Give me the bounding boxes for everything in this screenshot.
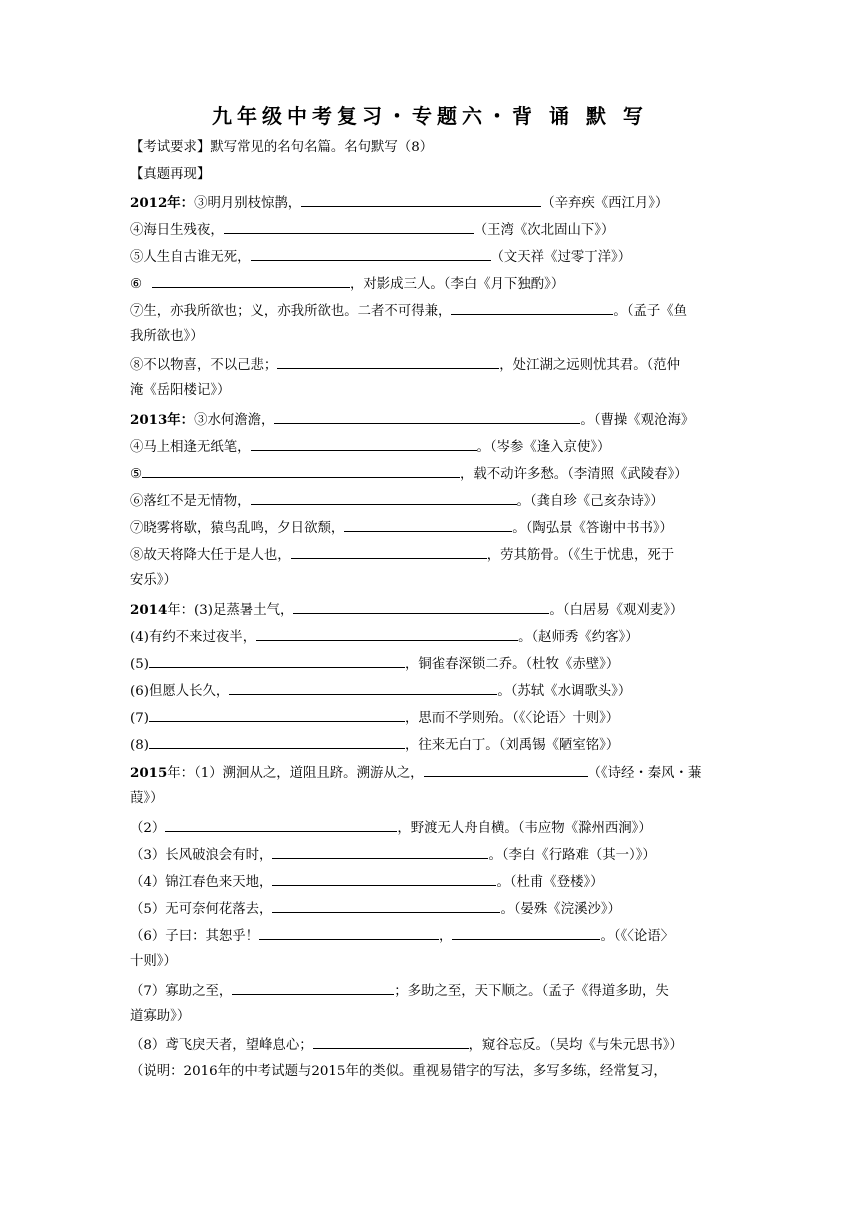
text: ，往来无白丁。（刘禹锡《陋室铭》） [404,738,620,753]
text: ⑦生，亦我所欲也；义，亦我所欲也。二者不可得兼， [130,304,452,319]
text: ，劳其筋骨。（《生于忧患，死于 [486,548,675,563]
text: ④马上相逢无纸笔， [130,440,251,455]
text: ；多助之至，天下顺之。（孟子《得道多助，失 [394,984,669,999]
year-label: 2013年： [130,412,195,428]
answer-blank[interactable] [165,818,397,832]
answer-blank[interactable] [344,518,512,532]
text: （4）锦江春色来天地， [130,875,273,890]
text: 。（李白《行路难（其一）》） [488,848,656,863]
question-line [130,818,730,838]
text: 。（岑参《逢入京使》） [476,440,611,455]
text: ，处江湖之远则忧其君。（范仲 [499,358,681,373]
answer-blank[interactable] [291,545,487,559]
note-line [130,1063,730,1081]
text: ，载不动许多愁。（李清照《武陵春》） [460,467,688,482]
answer-blank[interactable] [256,627,518,641]
question-line [130,926,730,946]
year-label: 2012年： [130,195,195,211]
answer-blank[interactable] [259,926,439,940]
question-line [130,627,730,647]
question-line [130,437,730,457]
question-line [130,355,730,375]
text: （说明：2016年的中考试题与2015年的类似。重视易错字的写法，多写多练，经常复习， [130,1064,667,1079]
text: ⑤人生自古谁无死， [130,250,251,265]
text: （王湾《次北固山下》） [473,223,615,238]
text: 我所欲也》） [130,329,204,344]
question-line [130,545,730,565]
text: ，野渡无人舟自横。（韦应物《滁州西涧》） [397,821,652,836]
question-line [130,572,730,590]
text: 葭》） [130,791,164,806]
text: （8）鸢飞戾天者，望峰息心； [130,1038,313,1053]
text: ③明月别枝惊鹊， [194,196,302,211]
text: ， [439,929,453,944]
question-line [130,953,730,971]
text: 。（白居易《观刈麦》） [549,603,684,618]
answer-blank[interactable] [149,654,405,668]
exam-requirement [130,139,730,157]
text: ⑦晓雾将歇，猿鸟乱鸣，夕日欲颓， [130,521,345,536]
question-line [130,518,730,538]
question-line [130,301,730,321]
question-line [130,735,730,755]
answer-blank[interactable] [293,600,549,614]
text: 。（赵师秀《约客》） [518,630,639,645]
answer-blank[interactable] [224,220,474,234]
text: ⑥落红不是无情物， [130,494,251,509]
text: (6)但愿人长久， [130,684,230,699]
answer-blank[interactable] [251,491,517,505]
text: 。（陶弘景《答谢中书书》） [512,521,673,536]
question-line [130,220,730,240]
answer-blank[interactable] [149,708,405,722]
text: ，对影成三人。（李白《月下独酌》） [350,277,565,292]
question-line [130,899,730,919]
answer-blank[interactable] [152,274,350,288]
text: 。（《〈论语〉 [600,929,675,944]
question-line [130,464,730,484]
section-heading [130,166,730,184]
text: 【真题再现】 [130,167,211,182]
text: （文天祥《过零丁洋》） [490,250,632,265]
text: （2） [130,821,166,836]
text: 。（杜甫《登楼》） [496,875,604,890]
question-line [130,193,730,213]
answer-blank[interactable] [272,845,488,859]
question-line [130,681,730,701]
text: ③水何澹澹， [194,413,275,428]
text: （5）无可奈何花落去， [130,902,273,917]
text: (4)有约不来过夜半， [130,630,257,645]
question-line [130,845,730,865]
text: ⑧不以物喜，不以己悲； [130,358,278,373]
question-line [130,491,730,511]
text: （6）子曰：其恕乎！ [130,929,260,944]
question-line [130,708,730,728]
text: 年：（1）溯洄从之，道阻且跻。溯游从之， [167,766,424,781]
answer-blank[interactable] [142,464,460,478]
answer-blank[interactable] [149,735,405,749]
text: ⑥ [130,277,143,292]
answer-blank[interactable] [424,763,588,777]
question-line [130,872,730,892]
text: 十则》） [130,954,177,969]
answer-blank[interactable] [277,355,499,369]
text: （3）长风破浪会有时， [130,848,273,863]
text: ，窥谷忘反。（吴均《与朱元思书》） [468,1038,683,1053]
year-label: 2015 [130,765,168,781]
text: 。（苏轼《水调歌头》） [497,684,632,699]
question-line [130,981,730,1001]
answer-blank[interactable] [313,1035,469,1049]
text: ，思而不学则殆。（《〈论语〉十则》） [404,711,620,726]
question-line [130,410,730,430]
text: 道寡助》） [130,1009,191,1024]
text: （辛弃疾《西江月》） [541,196,669,211]
text: 。（晏殊《浣溪沙》） [500,902,621,917]
text: 。（龚自珍《己亥杂诗》） [516,494,664,509]
question-line [130,1035,730,1055]
text: ④海日生残夜， [130,223,224,238]
answer-blank[interactable] [232,981,394,995]
answer-blank[interactable] [272,872,496,886]
year-label: 2014 [130,602,168,618]
text: ⑤ [130,467,143,482]
question-line [130,328,730,346]
answer-blank[interactable] [452,926,600,940]
question-line [130,600,730,620]
text: （《诗经・秦风・蒹 [587,766,702,781]
text: (8) [130,738,149,753]
answer-blank[interactable] [251,247,491,261]
text: ⑧故天将降大任于是人也， [130,548,291,563]
answer-blank[interactable] [451,301,613,315]
answer-blank[interactable] [274,410,580,424]
question-line [130,654,730,674]
question-line [130,763,730,783]
text: 【考试要求】默写常见的名句名篇。名句默写（8） [130,140,434,155]
text: 。（曹操《观沧海》 [580,413,695,428]
text: 年：(3)足蒸暑土气， [167,603,294,618]
answer-blank[interactable] [229,681,497,695]
text: (5) [130,657,149,672]
answer-blank[interactable] [272,899,500,913]
text: ，铜雀春深锁二乔。（杜牧《赤壁》） [404,657,620,672]
text: （7）寡助之至， [130,984,233,999]
text: 安乐》） [130,573,177,588]
answer-blank[interactable] [301,193,541,207]
answer-blank[interactable] [251,437,477,451]
text: 。（孟子《鱼 [613,304,688,319]
question-line [130,247,730,267]
page-title: 九年级中考复习・专题六・背 诵 默 写 [212,104,648,128]
text: (7) [130,711,149,726]
question-line [130,790,730,808]
question-line [130,1008,730,1026]
question-line [130,382,730,400]
question-line [130,274,730,294]
text: 淹《岳阳楼记》） [130,383,231,398]
